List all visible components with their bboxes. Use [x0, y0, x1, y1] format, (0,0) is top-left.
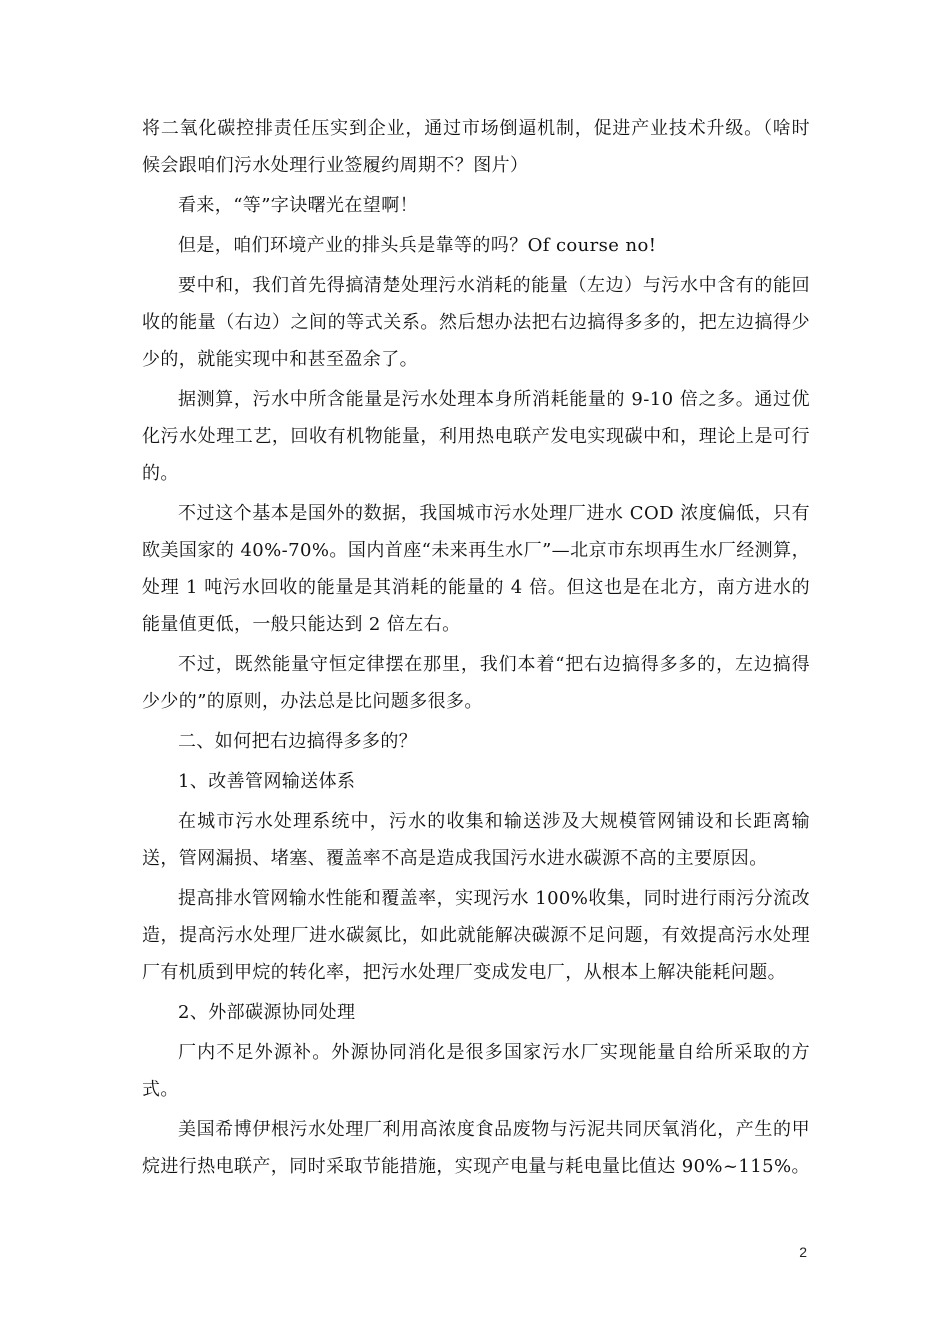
document-body: [142, 110, 810, 1188]
paragraph: 据测算，污水中所含能量是污水处理本身所消耗能量的 9-10 倍之多。通过优化污水处理工艺，回收有机物能量，利用热电联产发电实现碳中和，理论上是可行的。: [142, 389, 810, 484]
paragraph: 将二氧化碳控排责任压实到企业，通过市场倒逼机制，促进产业技术升级。（啥时候会跟咱们污水处理行业签履约周期不？图片）: [142, 118, 810, 176]
subsection-heading: 1、改善管网输送体系: [178, 771, 356, 792]
paragraph: 厂内不足外源补。外源协同消化是很多国家污水厂实现能量自给所采取的方式。: [142, 1042, 810, 1100]
paragraph: 看来，“等”字诀曙光在望啊！: [178, 195, 419, 216]
paragraph: 不过这个基本是国外的数据，我国城市污水处理厂进水 COD 浓度偏低，只有欧美国家的 40%-70%。国内首座“未来再生水厂”—北京市东坝再生水厂经测算，处理 1 吨污水回收的能量是其消耗的能量的 4 倍。但这也是在北方，南方进水的能量值更低，一般只能达到 2 倍左右。: [142, 503, 810, 635]
section-heading: 二、如何把右边搞得多多的？: [178, 731, 418, 752]
paragraph: 美国希博伊根污水处理厂利用高浓度食品废物与污泥共同厌氧消化，产生的甲烷进行热电联产，同时采取节能措施，实现产电量与耗电量比值达 90%~115%。: [142, 1119, 810, 1177]
subsection-heading: 2、外部碳源协同处理: [178, 1002, 356, 1023]
paragraph: 但是，咱们环境产业的排头兵是靠等的吗？Of course no!: [178, 235, 657, 256]
paragraph: 不过，既然能量守恒定律摆在那里，我们本着“把右边搞得多多的，左边搞得少少的”的原则，办法总是比问题多很多。: [142, 654, 810, 712]
page-number: 2: [799, 1244, 807, 1260]
paragraph: 在城市污水处理系统中，污水的收集和输送涉及大规模管网铺设和长距离输送，管网漏损、堵塞、覆盖率不高是造成我国污水进水碳源不高的主要原因。: [142, 811, 810, 869]
paragraph: 要中和，我们首先得搞清楚处理污水消耗的能量（左边）与污水中含有的能回收的能量（右边）之间的等式关系。然后想办法把右边搞得多多的，把左边搞得少少的，就能实现中和甚至盈余了。: [142, 275, 810, 370]
paragraph: 提高排水管网输水性能和覆盖率，实现污水 100%收集，同时进行雨污分流改造，提高污水处理厂进水碳氮比，如此就能解决碳源不足问题，有效提高污水处理厂有机质到甲烷的转化率，把污水处理厂变成发电厂，从根本上解决能耗问题。: [142, 888, 810, 983]
